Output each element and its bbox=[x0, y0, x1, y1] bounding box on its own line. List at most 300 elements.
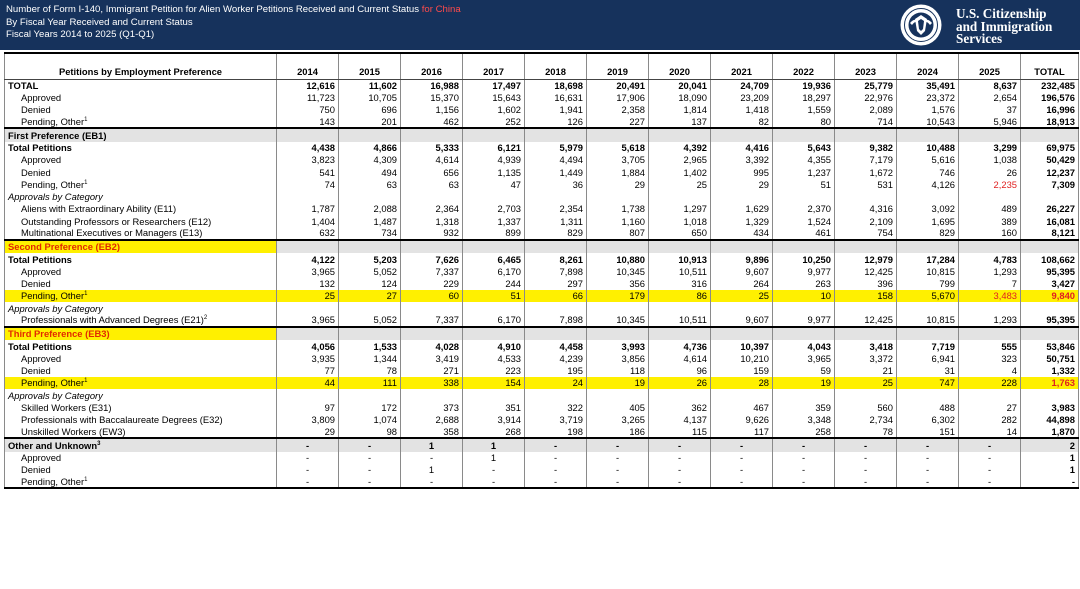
value-cell: 35,491 bbox=[897, 79, 959, 91]
value-cell bbox=[897, 389, 959, 401]
value-cell: 268 bbox=[463, 426, 525, 438]
value-cell: 186 bbox=[587, 426, 649, 438]
value-cell: - bbox=[525, 452, 587, 464]
value-cell: 117 bbox=[711, 426, 773, 438]
value-cell: - bbox=[587, 464, 649, 476]
value-cell: - bbox=[711, 476, 773, 488]
value-cell: 7,719 bbox=[897, 340, 959, 352]
table-row bbox=[5, 389, 1079, 401]
value-cell: 264 bbox=[711, 278, 773, 290]
value-cell: 5,333 bbox=[401, 142, 463, 154]
row-label-text: Approved bbox=[21, 452, 62, 464]
value-cell: 5,979 bbox=[525, 142, 587, 154]
value-cell: 66 bbox=[525, 290, 587, 302]
value-cell: 223 bbox=[463, 365, 525, 377]
value-cell: 7,898 bbox=[525, 265, 587, 277]
total-cell: 50,429 bbox=[1021, 154, 1079, 166]
value-cell: 1,941 bbox=[525, 104, 587, 116]
total-cell: 7,309 bbox=[1021, 178, 1079, 190]
value-cell: 118 bbox=[587, 365, 649, 377]
column-header-year: 2014 bbox=[277, 53, 339, 79]
value-cell bbox=[711, 128, 773, 142]
row-label-text: Approved bbox=[21, 91, 62, 103]
row-label bbox=[5, 401, 277, 413]
value-cell: 5,203 bbox=[339, 253, 401, 265]
value-cell: - bbox=[773, 452, 835, 464]
value-cell: 132 bbox=[277, 278, 339, 290]
value-cell: 29 bbox=[277, 426, 339, 438]
value-cell: - bbox=[463, 464, 525, 476]
total-cell bbox=[1021, 302, 1079, 314]
total-cell: 3,983 bbox=[1021, 401, 1079, 413]
value-cell bbox=[401, 191, 463, 203]
value-cell: 1,038 bbox=[959, 154, 1021, 166]
footnote-mark: 1 bbox=[84, 179, 88, 186]
value-cell: 22,976 bbox=[835, 91, 897, 103]
column-header-year: 2022 bbox=[773, 53, 835, 79]
value-cell: 3,719 bbox=[525, 414, 587, 426]
row-label bbox=[5, 389, 277, 401]
column-header-year: 2021 bbox=[711, 53, 773, 79]
value-cell: 5,946 bbox=[959, 116, 1021, 128]
total-cell: 1,870 bbox=[1021, 426, 1079, 438]
value-cell bbox=[339, 128, 401, 142]
value-cell: 25 bbox=[277, 290, 339, 302]
value-cell bbox=[649, 191, 711, 203]
value-cell: 1,559 bbox=[773, 104, 835, 116]
value-cell bbox=[525, 389, 587, 401]
value-cell: 9,382 bbox=[835, 142, 897, 154]
value-cell bbox=[587, 128, 649, 142]
table-row bbox=[5, 240, 1079, 254]
value-cell: 158 bbox=[835, 290, 897, 302]
row-label-text: Total Petitions bbox=[8, 340, 72, 352]
agency-line-3: Services bbox=[956, 31, 1003, 46]
value-cell: 4,494 bbox=[525, 154, 587, 166]
agency-name bbox=[956, 8, 1052, 46]
value-cell: 4,866 bbox=[339, 142, 401, 154]
value-cell: 356 bbox=[587, 278, 649, 290]
value-cell: 229 bbox=[401, 278, 463, 290]
value-cell bbox=[897, 327, 959, 341]
petitions-table bbox=[4, 52, 1079, 489]
row-label-text: Approved bbox=[21, 265, 62, 277]
value-cell: 4,939 bbox=[463, 154, 525, 166]
table-row bbox=[5, 227, 1079, 239]
row-label-text: Total Petitions bbox=[8, 142, 72, 154]
value-cell: - bbox=[587, 438, 649, 452]
value-cell: 4 bbox=[959, 365, 1021, 377]
value-cell: 1,329 bbox=[711, 215, 773, 227]
row-label bbox=[5, 340, 277, 352]
value-cell: 3,993 bbox=[587, 340, 649, 352]
value-cell: 96 bbox=[649, 365, 711, 377]
value-cell bbox=[835, 240, 897, 254]
value-cell: 467 bbox=[711, 401, 773, 413]
value-cell: 4,309 bbox=[339, 154, 401, 166]
value-cell: - bbox=[835, 476, 897, 488]
value-cell bbox=[277, 128, 339, 142]
value-cell: 12,425 bbox=[835, 314, 897, 326]
value-cell: 4,416 bbox=[711, 142, 773, 154]
table-row bbox=[5, 79, 1079, 91]
table-row bbox=[5, 142, 1079, 154]
row-label-text: Approved bbox=[21, 154, 62, 166]
value-cell: 9,977 bbox=[773, 265, 835, 277]
value-cell: 807 bbox=[587, 227, 649, 239]
value-cell: 20,491 bbox=[587, 79, 649, 91]
value-cell: 4,239 bbox=[525, 352, 587, 364]
value-cell: 5,618 bbox=[587, 142, 649, 154]
value-cell: 2,370 bbox=[773, 203, 835, 215]
value-cell: 124 bbox=[339, 278, 401, 290]
value-cell: 1 bbox=[401, 438, 463, 452]
value-cell: 4,028 bbox=[401, 340, 463, 352]
value-cell bbox=[525, 240, 587, 254]
value-cell: 4,137 bbox=[649, 414, 711, 426]
value-cell: 2,109 bbox=[835, 215, 897, 227]
row-label-text: Unskilled Workers (EW3) bbox=[21, 425, 126, 437]
total-cell bbox=[1021, 327, 1079, 341]
value-cell: 4,533 bbox=[463, 352, 525, 364]
value-cell bbox=[773, 191, 835, 203]
row-label-text: Total Petitions bbox=[8, 253, 72, 265]
value-cell: 115 bbox=[649, 426, 711, 438]
row-label bbox=[5, 128, 277, 142]
table-row bbox=[5, 91, 1079, 103]
value-cell: 3,419 bbox=[401, 352, 463, 364]
value-cell: 10,397 bbox=[711, 340, 773, 352]
value-cell: 10,345 bbox=[587, 265, 649, 277]
row-label-text: First Preference (EB1) bbox=[8, 129, 107, 141]
value-cell: 995 bbox=[711, 166, 773, 178]
value-cell bbox=[277, 191, 339, 203]
report-header bbox=[0, 0, 1080, 50]
table-row bbox=[5, 365, 1079, 377]
value-cell: 5,670 bbox=[897, 290, 959, 302]
column-header-year: 2024 bbox=[897, 53, 959, 79]
value-cell: 1,074 bbox=[339, 414, 401, 426]
value-cell: 2,235 bbox=[959, 178, 1021, 190]
value-cell: 1,318 bbox=[401, 215, 463, 227]
value-cell: 1,576 bbox=[897, 104, 959, 116]
value-cell: 19 bbox=[587, 377, 649, 389]
total-cell: 16,996 bbox=[1021, 104, 1079, 116]
value-cell: 7 bbox=[959, 278, 1021, 290]
value-cell: 3,092 bbox=[897, 203, 959, 215]
row-label bbox=[5, 476, 277, 488]
value-cell: 10,880 bbox=[587, 253, 649, 265]
value-cell: 899 bbox=[463, 227, 525, 239]
row-label bbox=[5, 290, 277, 302]
total-cell: 95,395 bbox=[1021, 314, 1079, 326]
value-cell: 489 bbox=[959, 203, 1021, 215]
value-cell: 799 bbox=[897, 278, 959, 290]
value-cell: 27 bbox=[959, 401, 1021, 413]
value-cell: 494 bbox=[339, 166, 401, 178]
row-label-text: Approvals by Category bbox=[8, 191, 103, 203]
total-cell: 232,485 bbox=[1021, 79, 1079, 91]
value-cell: 1,297 bbox=[649, 203, 711, 215]
value-cell: - bbox=[897, 438, 959, 452]
value-cell: 10,815 bbox=[897, 314, 959, 326]
value-cell: 18,297 bbox=[773, 91, 835, 103]
value-cell bbox=[463, 128, 525, 142]
row-label bbox=[5, 414, 277, 426]
value-cell: 3,935 bbox=[277, 352, 339, 364]
value-cell: 7,337 bbox=[401, 265, 463, 277]
value-cell bbox=[649, 327, 711, 341]
value-cell: 7,179 bbox=[835, 154, 897, 166]
value-cell: 754 bbox=[835, 227, 897, 239]
row-label-text: Skilled Workers (E31) bbox=[21, 401, 112, 413]
table-row bbox=[5, 327, 1079, 341]
value-cell: 23,372 bbox=[897, 91, 959, 103]
value-cell: 9,977 bbox=[773, 314, 835, 326]
value-cell: 2,358 bbox=[587, 104, 649, 116]
value-cell: 8,637 bbox=[959, 79, 1021, 91]
value-cell: 258 bbox=[773, 426, 835, 438]
value-cell: 4,910 bbox=[463, 340, 525, 352]
value-cell: 25 bbox=[711, 290, 773, 302]
report-title bbox=[6, 4, 461, 42]
value-cell: - bbox=[897, 476, 959, 488]
total-cell: 53,846 bbox=[1021, 340, 1079, 352]
value-cell: 1,629 bbox=[711, 203, 773, 215]
value-cell: 10,511 bbox=[649, 314, 711, 326]
value-cell: 14 bbox=[959, 426, 1021, 438]
value-cell: - bbox=[339, 452, 401, 464]
value-cell: 1,418 bbox=[711, 104, 773, 116]
row-label-text: Denied bbox=[21, 166, 51, 178]
value-cell: 78 bbox=[339, 365, 401, 377]
value-cell: 4,438 bbox=[277, 142, 339, 154]
value-cell: 5,643 bbox=[773, 142, 835, 154]
row-label-text: Denied bbox=[21, 104, 51, 116]
table-row bbox=[5, 178, 1079, 190]
row-label bbox=[5, 215, 277, 227]
value-cell: 172 bbox=[339, 401, 401, 413]
table-row bbox=[5, 203, 1079, 215]
value-cell bbox=[587, 191, 649, 203]
value-cell: 1 bbox=[401, 464, 463, 476]
value-cell: 1,449 bbox=[525, 166, 587, 178]
value-cell: - bbox=[401, 452, 463, 464]
value-cell bbox=[525, 191, 587, 203]
table-row bbox=[5, 128, 1079, 142]
value-cell: 4,783 bbox=[959, 253, 1021, 265]
value-cell: 434 bbox=[711, 227, 773, 239]
value-cell: 9,626 bbox=[711, 414, 773, 426]
dhs-seal-icon bbox=[896, 3, 946, 47]
column-header-year: 2016 bbox=[401, 53, 463, 79]
value-cell: 24 bbox=[525, 377, 587, 389]
table-header-row bbox=[5, 53, 1079, 79]
value-cell: 26 bbox=[959, 166, 1021, 178]
value-cell: 51 bbox=[773, 178, 835, 190]
row-label bbox=[5, 191, 277, 203]
value-cell: 297 bbox=[525, 278, 587, 290]
value-cell: 750 bbox=[277, 104, 339, 116]
row-label bbox=[5, 464, 277, 476]
value-cell: 3,965 bbox=[773, 352, 835, 364]
value-cell: 12,425 bbox=[835, 265, 897, 277]
value-cell bbox=[277, 327, 339, 341]
total-cell: 12,237 bbox=[1021, 166, 1079, 178]
value-cell: 1,404 bbox=[277, 215, 339, 227]
row-label-text: TOTAL bbox=[8, 79, 39, 91]
value-cell: 4,614 bbox=[649, 352, 711, 364]
value-cell: - bbox=[649, 438, 711, 452]
value-cell: 696 bbox=[339, 104, 401, 116]
column-header-year: 2020 bbox=[649, 53, 711, 79]
value-cell: 1,487 bbox=[339, 215, 401, 227]
value-cell: 4,458 bbox=[525, 340, 587, 352]
total-cell: 95,395 bbox=[1021, 265, 1079, 277]
value-cell: 4,614 bbox=[401, 154, 463, 166]
value-cell: 5,616 bbox=[897, 154, 959, 166]
title-line-2: By Fiscal Year Received and Current Status bbox=[6, 16, 193, 28]
value-cell: 17,906 bbox=[587, 91, 649, 103]
table-row bbox=[5, 154, 1079, 166]
value-cell bbox=[587, 327, 649, 341]
value-cell bbox=[587, 389, 649, 401]
value-cell: 12,616 bbox=[277, 79, 339, 91]
table-row bbox=[5, 452, 1079, 464]
value-cell: 8,261 bbox=[525, 253, 587, 265]
value-cell: 3,823 bbox=[277, 154, 339, 166]
value-cell: - bbox=[339, 464, 401, 476]
value-cell: 6,170 bbox=[463, 314, 525, 326]
value-cell bbox=[649, 128, 711, 142]
value-cell: 228 bbox=[959, 377, 1021, 389]
row-label-text: Denied bbox=[21, 365, 51, 377]
value-cell: 1 bbox=[463, 438, 525, 452]
title-line-3: Fiscal Years 2014 to 2025 (Q1-Q1) bbox=[6, 29, 155, 41]
value-cell: 282 bbox=[959, 414, 1021, 426]
value-cell: - bbox=[835, 452, 897, 464]
value-cell bbox=[959, 240, 1021, 254]
value-cell: 4,122 bbox=[277, 253, 339, 265]
row-label-text: Multinational Executives or Managers (E13) bbox=[21, 227, 203, 239]
value-cell: 11,602 bbox=[339, 79, 401, 91]
value-cell: 16,631 bbox=[525, 91, 587, 103]
value-cell: - bbox=[897, 452, 959, 464]
value-cell: 373 bbox=[401, 401, 463, 413]
value-cell: 3,965 bbox=[277, 314, 339, 326]
value-cell: 396 bbox=[835, 278, 897, 290]
value-cell bbox=[711, 302, 773, 314]
value-cell bbox=[587, 240, 649, 254]
value-cell bbox=[463, 327, 525, 341]
value-cell: 16,988 bbox=[401, 79, 463, 91]
total-cell: 18,913 bbox=[1021, 116, 1079, 128]
value-cell: 21 bbox=[835, 365, 897, 377]
value-cell: 488 bbox=[897, 401, 959, 413]
row-label bbox=[5, 166, 277, 178]
value-cell bbox=[773, 389, 835, 401]
table-row bbox=[5, 401, 1079, 413]
value-cell: 1,344 bbox=[339, 352, 401, 364]
row-label bbox=[5, 452, 277, 464]
footnote-mark: 1 bbox=[84, 116, 88, 123]
value-cell bbox=[339, 389, 401, 401]
table-row bbox=[5, 438, 1079, 452]
value-cell: 1,160 bbox=[587, 215, 649, 227]
value-cell: 323 bbox=[959, 352, 1021, 364]
footnote-mark: 1 bbox=[84, 477, 88, 483]
value-cell bbox=[525, 327, 587, 341]
value-cell: 10,210 bbox=[711, 352, 773, 364]
value-cell bbox=[401, 240, 463, 254]
value-cell: 656 bbox=[401, 166, 463, 178]
value-cell: 2,965 bbox=[649, 154, 711, 166]
title-line-1: Number of Form I-140, Immigrant Petition for Alien Worker Petitions Received and Current Status bbox=[6, 4, 420, 15]
row-label bbox=[5, 227, 277, 239]
value-cell bbox=[525, 128, 587, 142]
value-cell bbox=[897, 240, 959, 254]
value-cell bbox=[711, 191, 773, 203]
total-cell: 2 bbox=[1021, 438, 1079, 452]
value-cell: 1,402 bbox=[649, 166, 711, 178]
value-cell: - bbox=[649, 476, 711, 488]
row-label bbox=[5, 154, 277, 166]
value-cell: 2,688 bbox=[401, 414, 463, 426]
value-cell: - bbox=[773, 476, 835, 488]
value-cell: 6,121 bbox=[463, 142, 525, 154]
value-cell: 1,524 bbox=[773, 215, 835, 227]
footnote-mark: 2 bbox=[203, 315, 208, 322]
value-cell: 271 bbox=[401, 365, 463, 377]
value-cell: 531 bbox=[835, 178, 897, 190]
value-cell: 2,654 bbox=[959, 91, 1021, 103]
value-cell: - bbox=[773, 438, 835, 452]
value-cell: - bbox=[835, 464, 897, 476]
value-cell: 541 bbox=[277, 166, 339, 178]
value-cell: 27 bbox=[339, 290, 401, 302]
value-cell: 1,787 bbox=[277, 203, 339, 215]
value-cell: 829 bbox=[525, 227, 587, 239]
value-cell: 28 bbox=[711, 377, 773, 389]
row-label-text: Denied bbox=[21, 278, 51, 290]
value-cell: 4,736 bbox=[649, 340, 711, 352]
value-cell: - bbox=[463, 476, 525, 488]
value-cell: 829 bbox=[897, 227, 959, 239]
value-cell: 359 bbox=[773, 401, 835, 413]
row-label bbox=[5, 116, 277, 128]
value-cell: 405 bbox=[587, 401, 649, 413]
value-cell: 10,345 bbox=[587, 314, 649, 326]
table-row bbox=[5, 116, 1079, 128]
value-cell: - bbox=[277, 438, 339, 452]
value-cell: 555 bbox=[959, 340, 1021, 352]
value-cell: 3,392 bbox=[711, 154, 773, 166]
value-cell: 10,815 bbox=[897, 265, 959, 277]
value-cell: 1,337 bbox=[463, 215, 525, 227]
value-cell bbox=[587, 302, 649, 314]
value-cell: 63 bbox=[401, 178, 463, 190]
value-cell: 1,156 bbox=[401, 104, 463, 116]
value-cell: 10,511 bbox=[649, 265, 711, 277]
table-row bbox=[5, 377, 1079, 389]
row-label bbox=[5, 377, 277, 389]
value-cell: 63 bbox=[339, 178, 401, 190]
row-label-text: Denied bbox=[21, 464, 51, 476]
value-cell bbox=[463, 191, 525, 203]
total-cell: 69,975 bbox=[1021, 142, 1079, 154]
value-cell: 10,913 bbox=[649, 253, 711, 265]
row-label-text: Pending, Other bbox=[21, 178, 85, 190]
